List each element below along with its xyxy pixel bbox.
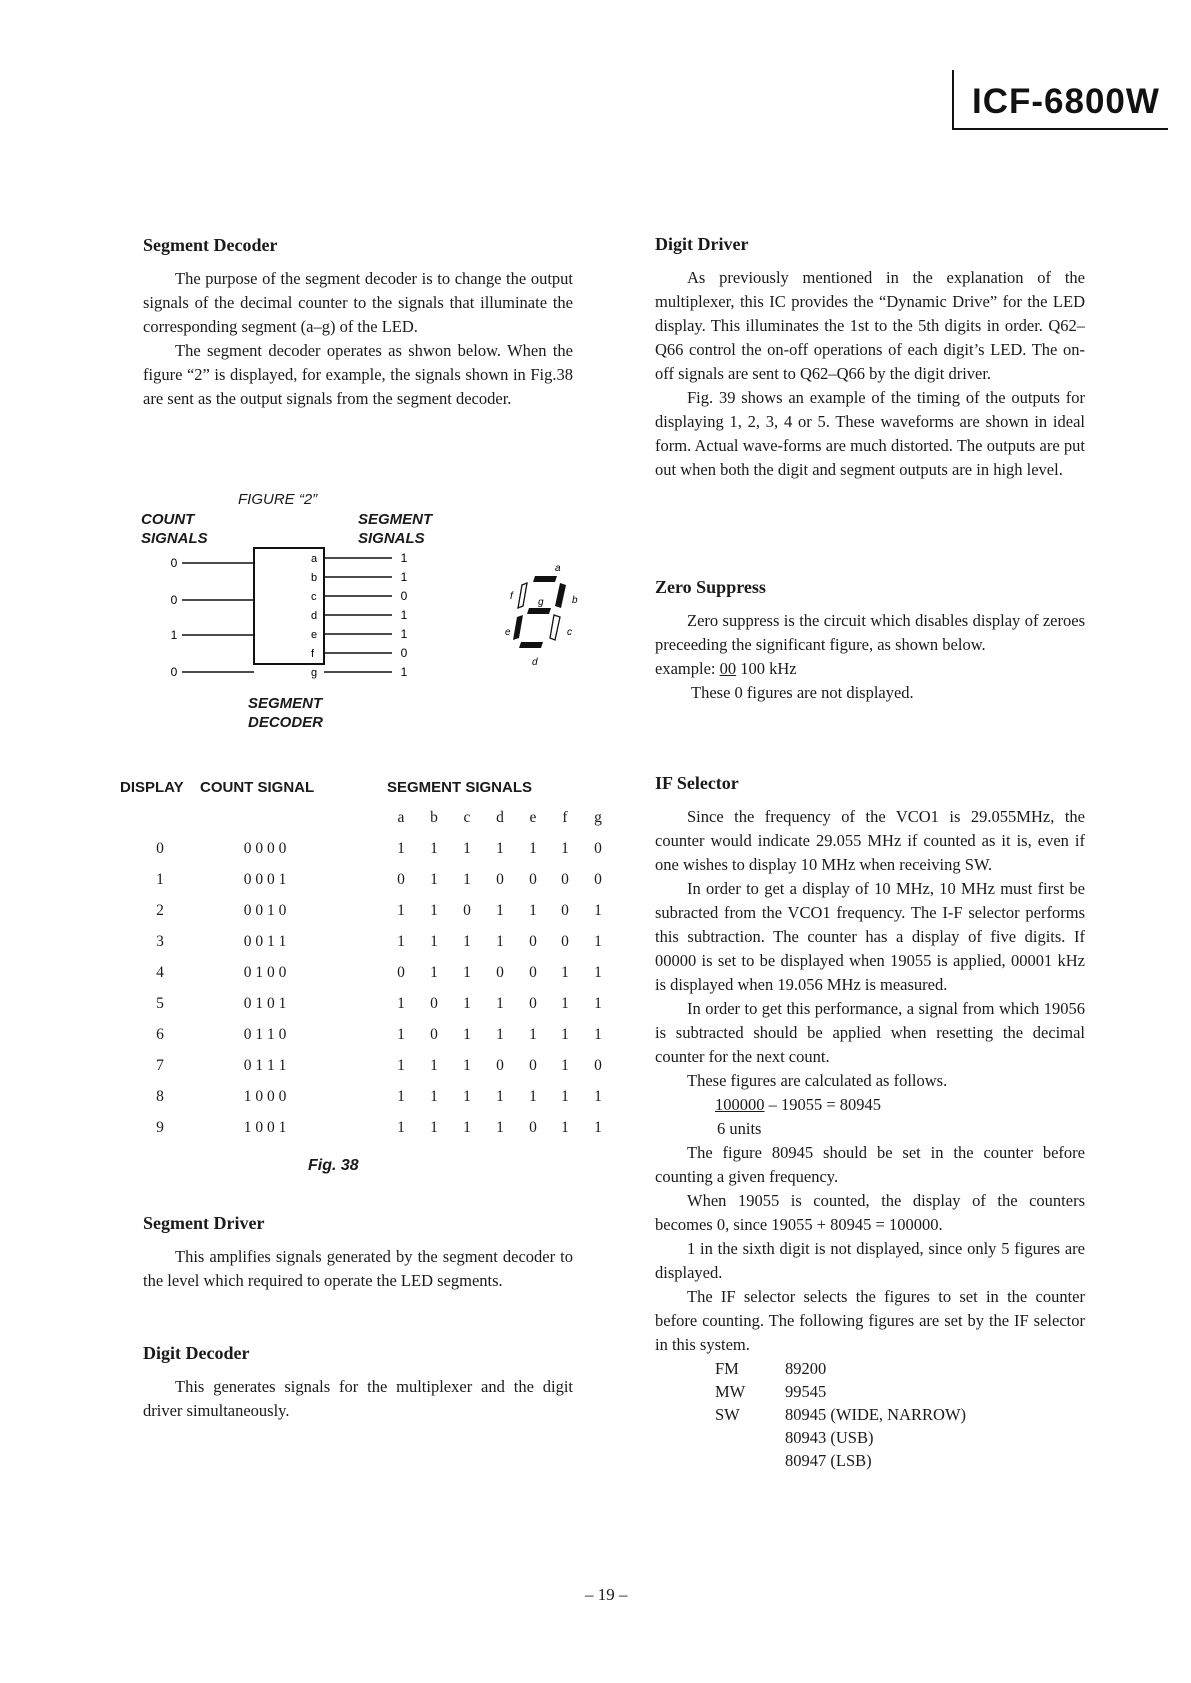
segment-col-header: d bbox=[496, 808, 504, 826]
segment-cell: 1 bbox=[561, 994, 569, 1012]
if-selector-para-6: When 19055 is counted, the display of the counters becomes 0, since 19055 + 80945 = 100000. bbox=[655, 1191, 1085, 1234]
table-row bbox=[120, 833, 615, 864]
digit-decoder-heading: Digit Decoder bbox=[143, 1343, 250, 1363]
segment-cell: 1 bbox=[430, 1087, 438, 1105]
segment-cell: 0 bbox=[561, 870, 569, 888]
segment-cell: 1 bbox=[529, 839, 537, 857]
table-row bbox=[120, 1019, 615, 1050]
truth-table bbox=[120, 772, 615, 1143]
label-b: b bbox=[572, 595, 578, 606]
segment-cell: 1 bbox=[594, 932, 602, 950]
count-cell: 0 1 1 1 bbox=[243, 1056, 287, 1074]
figure-title: FIGURE “2” bbox=[238, 491, 318, 508]
count-label-line-1: COUNT bbox=[141, 511, 195, 528]
if-selector-section bbox=[655, 773, 1085, 1472]
count-cell: 0 1 0 0 bbox=[243, 963, 287, 981]
segment-cell: 1 bbox=[496, 1118, 504, 1136]
zero-suppress-heading: Zero Suppress bbox=[655, 577, 766, 597]
zero-suppress-section bbox=[655, 577, 1085, 705]
segment-cell: 1 bbox=[397, 1056, 405, 1074]
display-cell: 7 bbox=[156, 1056, 164, 1074]
count-input-value: 0 bbox=[170, 556, 178, 570]
segment-cell: 1 bbox=[463, 1118, 471, 1136]
segment-col-header: c bbox=[463, 808, 471, 826]
segment-cell: 1 bbox=[430, 963, 438, 981]
segment-cell: 1 bbox=[529, 901, 537, 919]
digit-driver-para-2: Fig. 39 shows an example of the timing of the outputs for displaying 1, 2, 3, 4 or 5. These waveforms are shown in ideal form. Actual wave-forms are much distorted. The outputs are put out when both the digit and segment outputs are in high level. bbox=[655, 388, 1085, 479]
segment-decoder-label bbox=[248, 694, 323, 732]
segment-cell: 1 bbox=[463, 839, 471, 857]
segment-output-value: 0 bbox=[400, 646, 408, 660]
segment-col-header: e bbox=[529, 808, 537, 826]
count-cell: 0 0 0 1 bbox=[243, 870, 287, 888]
calc-minuend: 100000 bbox=[715, 1095, 765, 1114]
header-count-signal: COUNT SIGNAL bbox=[200, 778, 315, 796]
segment-cell: 1 bbox=[397, 1025, 405, 1043]
label-g: g bbox=[538, 597, 544, 608]
if-selector-para-1: Since the frequency of the VCO1 is 29.055MHz, the counter would indicate 29.055 MHz if counted as it is, even if one wishes to display 10 MHz when receiving SW. bbox=[655, 807, 1085, 874]
segment-d-lit bbox=[519, 642, 543, 648]
band-value: 99545 bbox=[785, 1381, 827, 1401]
segment-decoder-heading: Segment Decoder bbox=[143, 235, 278, 255]
segment-name: g bbox=[311, 667, 318, 679]
example-zeros: 00 bbox=[719, 659, 737, 678]
model-number: ICF-6800W bbox=[972, 82, 1160, 121]
segment-label-line-2: SIGNALS bbox=[358, 530, 425, 547]
segment-e-lit bbox=[513, 615, 523, 640]
segment-cell: 0 bbox=[529, 870, 537, 888]
segment-cell: 1 bbox=[463, 1025, 471, 1043]
digit-driver-section bbox=[655, 234, 1085, 482]
segment-cell: 1 bbox=[496, 901, 504, 919]
example-rest: 100 kHz bbox=[740, 659, 797, 678]
count-cell: 1 0 0 0 bbox=[243, 1087, 287, 1105]
band-label: SW bbox=[715, 1404, 740, 1424]
display-cell: 9 bbox=[156, 1118, 164, 1136]
segment-cell: 1 bbox=[397, 994, 405, 1012]
segment-cell: 0 bbox=[496, 1056, 504, 1074]
segment-cell: 1 bbox=[594, 1118, 602, 1136]
segment-cell: 0 bbox=[529, 963, 537, 981]
segment-cell: 0 bbox=[594, 1056, 602, 1074]
segment-cell: 1 bbox=[397, 932, 405, 950]
table-row bbox=[120, 1081, 615, 1112]
count-cell: 0 0 1 0 bbox=[243, 901, 287, 919]
count-signals-label bbox=[141, 510, 208, 548]
segment-cell: 1 bbox=[463, 994, 471, 1012]
segment-cell: 0 bbox=[561, 901, 569, 919]
segment-cell: 1 bbox=[529, 1025, 537, 1043]
display-cell: 5 bbox=[156, 994, 164, 1012]
segment-cell: 1 bbox=[594, 994, 602, 1012]
segment-cell: 1 bbox=[463, 870, 471, 888]
band-value: 80947 (LSB) bbox=[785, 1450, 872, 1470]
segment-output-value: 1 bbox=[400, 665, 408, 679]
if-selector-heading: IF Selector bbox=[655, 773, 739, 793]
segment-label-line-1: SEGMENT bbox=[358, 511, 433, 528]
table-row bbox=[120, 1050, 615, 1081]
seven-segment-display bbox=[505, 560, 600, 678]
if-selector-para-2: In order to get a display of 10 MHz, 10 MHz must first be subracted from the VCO1 frequency. The I-F selector performs this subtraction. The counter has a display of five digits. If 00000 is set to be displayed when 19055 is applied, 00001 kHz is displayed when 19.056 MHz is measured. bbox=[655, 879, 1085, 994]
digit-decoder-para: This generates signals for the multiplexer and the digit driver simultaneously. bbox=[143, 1377, 573, 1420]
truth-table-body bbox=[120, 833, 615, 1143]
segment-cell: 1 bbox=[397, 1087, 405, 1105]
display-cell: 1 bbox=[156, 870, 164, 888]
segment-cell: 1 bbox=[594, 901, 602, 919]
segment-name: f bbox=[311, 648, 315, 660]
count-label-line-2: SIGNALS bbox=[141, 530, 208, 547]
display-cell: 4 bbox=[156, 963, 164, 981]
segment-cell: 1 bbox=[430, 901, 438, 919]
zero-suppress-para: Zero suppress is the circuit which disables display of zeroes preceeding the significant figure, as shown below. bbox=[655, 611, 1085, 654]
table-subheader-row bbox=[120, 802, 615, 833]
segment-cell: 0 bbox=[496, 870, 504, 888]
count-input-value: 0 bbox=[170, 665, 178, 679]
label-a: a bbox=[555, 563, 561, 574]
calc-units: 6 units bbox=[717, 1119, 762, 1138]
segment-cell: 1 bbox=[561, 1087, 569, 1105]
segment-name: e bbox=[311, 629, 318, 641]
segment-cell: 1 bbox=[561, 1025, 569, 1043]
segment-col-header: f bbox=[562, 808, 568, 826]
if-selector-para-7: 1 in the sixth digit is not displayed, since only 5 figures are displayed. bbox=[655, 1239, 1085, 1282]
segment-output-value: 0 bbox=[400, 589, 408, 603]
segment-decoder-para-2: The segment decoder operates as shwon below. When the figure “2” is displayed, for example, the signals shown in Fig.38 are sent as the output signals from the segment decoder. bbox=[143, 341, 573, 408]
segment-cell: 0 bbox=[594, 870, 602, 888]
segment-cell: 1 bbox=[430, 932, 438, 950]
if-setting-row bbox=[715, 1380, 966, 1403]
label-e: e bbox=[505, 627, 511, 638]
segment-cell: 1 bbox=[594, 1025, 602, 1043]
segment-cell: 0 bbox=[529, 1118, 537, 1136]
segment-name: c bbox=[311, 591, 317, 603]
segment-cell: 0 bbox=[529, 932, 537, 950]
decoder-block-svg bbox=[160, 545, 420, 695]
band-value: 89200 bbox=[785, 1358, 827, 1378]
segment-cell: 1 bbox=[496, 994, 504, 1012]
segment-b-lit bbox=[555, 583, 566, 608]
table-row bbox=[120, 957, 615, 988]
segment-output-value: 1 bbox=[400, 627, 408, 641]
band-label bbox=[715, 1426, 785, 1449]
segment-cell: 0 bbox=[496, 963, 504, 981]
segment-cell: 1 bbox=[561, 839, 569, 857]
if-selector-para-3: In order to get this performance, a signal from which 19056 is subtracted should be applied when resetting the decimal counter for the next count. bbox=[655, 999, 1085, 1066]
segment-cell: 1 bbox=[496, 1087, 504, 1105]
table-row bbox=[120, 895, 615, 926]
segment-decoder-section bbox=[143, 235, 573, 411]
segment-name: b bbox=[311, 572, 318, 584]
segment-output-value: 1 bbox=[400, 551, 408, 565]
label-f: f bbox=[510, 591, 513, 602]
segment-cell: 1 bbox=[430, 1118, 438, 1136]
if-setting-row bbox=[715, 1357, 966, 1380]
table-header-row bbox=[120, 772, 615, 802]
zero-suppress-example bbox=[655, 657, 1085, 681]
segment-a-lit bbox=[533, 576, 557, 582]
segment-cell: 1 bbox=[463, 963, 471, 981]
segment-c-unlit bbox=[550, 615, 560, 640]
table-row bbox=[120, 926, 615, 957]
header-rule-horizontal bbox=[952, 128, 1168, 130]
count-input-value: 0 bbox=[170, 593, 178, 607]
segment-name: d bbox=[311, 610, 318, 622]
segment-cell: 1 bbox=[430, 839, 438, 857]
if-selector-para-5: The figure 80945 should be set in the counter before counting a given frequency. bbox=[655, 1143, 1085, 1186]
segment-cell: 0 bbox=[561, 932, 569, 950]
count-cell: 1 0 0 1 bbox=[243, 1118, 287, 1136]
segment-cell: 0 bbox=[397, 870, 405, 888]
count-cell: 0 1 0 1 bbox=[243, 994, 287, 1012]
segment-cell: 1 bbox=[463, 932, 471, 950]
segment-cell: 1 bbox=[397, 839, 405, 857]
segment-cell: 0 bbox=[529, 1056, 537, 1074]
segment-cell: 0 bbox=[463, 901, 471, 919]
segment-cell: 1 bbox=[463, 1056, 471, 1074]
segment-driver-heading: Segment Driver bbox=[143, 1213, 265, 1233]
segment-cell: 1 bbox=[561, 1118, 569, 1136]
band-value: 80943 (USB) bbox=[785, 1427, 874, 1447]
segment-cell: 1 bbox=[397, 901, 405, 919]
decoder-box bbox=[254, 548, 324, 664]
count-input-value: 1 bbox=[170, 628, 178, 642]
display-cell: 3 bbox=[156, 932, 164, 950]
segment-name: a bbox=[311, 553, 318, 565]
example-label: example: bbox=[655, 659, 716, 678]
segment-signals-label bbox=[358, 510, 432, 548]
segment-cell: 1 bbox=[430, 870, 438, 888]
segment-cell: 1 bbox=[463, 1087, 471, 1105]
segment-cell: 0 bbox=[529, 994, 537, 1012]
table-row bbox=[120, 1112, 615, 1143]
band-value: 80945 (WIDE, NARROW) bbox=[785, 1404, 967, 1424]
header-rule-vertical bbox=[952, 70, 954, 130]
calc-rest: – 19055 = 80945 bbox=[764, 1095, 882, 1114]
segment-col-header: g bbox=[594, 808, 602, 826]
segment-cell: 0 bbox=[430, 994, 438, 1012]
segment-cell: 1 bbox=[496, 839, 504, 857]
if-setting-row bbox=[715, 1426, 966, 1449]
if-selector-para-4: These figures are calculated as follows. bbox=[687, 1071, 948, 1090]
segment-cell: 0 bbox=[430, 1025, 438, 1043]
table-row bbox=[120, 864, 615, 895]
segment-cell: 0 bbox=[594, 839, 602, 857]
segment-decoder-para-1: The purpose of the segment decoder is to change the output signals of the decimal counter to the signals that illuminate the corresponding segment (a–g) of the LED. bbox=[143, 269, 573, 336]
label-c: c bbox=[567, 627, 572, 638]
if-setting-row bbox=[715, 1449, 966, 1472]
band-label: MW bbox=[715, 1381, 746, 1401]
header-segment-signals: SEGMENT SIGNALS bbox=[387, 778, 533, 796]
decoder-label-line-2: DECODER bbox=[248, 714, 324, 731]
band-label bbox=[715, 1449, 785, 1472]
segment-output-value: 1 bbox=[400, 570, 408, 584]
band-label: FM bbox=[715, 1358, 739, 1378]
segment-f-unlit bbox=[518, 583, 527, 608]
calculation bbox=[655, 1093, 1085, 1117]
digit-driver-heading: Digit Driver bbox=[655, 234, 749, 254]
display-cell: 6 bbox=[156, 1025, 164, 1043]
label-d: d bbox=[532, 657, 538, 668]
if-settings-list bbox=[715, 1357, 966, 1472]
segment-col-header: b bbox=[430, 808, 438, 826]
decoder-label-line-1: SEGMENT bbox=[248, 695, 323, 712]
segment-cell: 1 bbox=[496, 932, 504, 950]
fig-38-caption: Fig. 38 bbox=[308, 1157, 359, 1174]
segment-cell: 1 bbox=[594, 963, 602, 981]
display-cell: 2 bbox=[156, 901, 164, 919]
segment-cell: 1 bbox=[561, 1056, 569, 1074]
if-setting-row bbox=[715, 1403, 966, 1426]
segment-cell: 1 bbox=[430, 1056, 438, 1074]
segment-g-lit bbox=[527, 608, 551, 614]
display-cell: 8 bbox=[156, 1087, 164, 1105]
zero-suppress-note: These 0 figures are not displayed. bbox=[691, 683, 914, 702]
display-cell: 0 bbox=[156, 839, 164, 857]
header-display: DISPLAY bbox=[120, 778, 184, 796]
segment-col-header: a bbox=[397, 808, 405, 826]
segment-cell: 1 bbox=[594, 1087, 602, 1105]
digit-decoder-section bbox=[143, 1343, 573, 1423]
segment-output-value: 1 bbox=[400, 608, 408, 622]
segment-driver-para: This amplifies signals generated by the segment decoder to the level which required to operate the LED segments. bbox=[143, 1247, 573, 1290]
count-cell: 0 0 0 0 bbox=[243, 839, 287, 857]
segment-cell: 1 bbox=[561, 963, 569, 981]
segment-driver-section bbox=[143, 1213, 573, 1293]
digit-driver-para-1: As previously mentioned in the explanation of the multiplexer, this IC provides the “Dynamic Drive” for the LED display. This illuminates the 1st to the 5th digits in order. Q62–Q66 control the on-off operations of each digit’s LED. The on-off signals are sent to Q62–Q66 by the digit driver. bbox=[655, 268, 1085, 383]
segment-cell: 1 bbox=[529, 1087, 537, 1105]
count-cell: 0 0 1 1 bbox=[243, 932, 287, 950]
table-row bbox=[120, 988, 615, 1019]
segment-cell: 1 bbox=[397, 1118, 405, 1136]
count-cell: 0 1 1 0 bbox=[243, 1025, 287, 1043]
segment-cell: 0 bbox=[397, 963, 405, 981]
if-selector-para-8: The IF selector selects the figures to set in the counter before counting. The following figures are set by the IF selector in this system. bbox=[655, 1287, 1085, 1354]
page-number: – 19 – bbox=[585, 1585, 628, 1604]
segment-cell: 1 bbox=[496, 1025, 504, 1043]
